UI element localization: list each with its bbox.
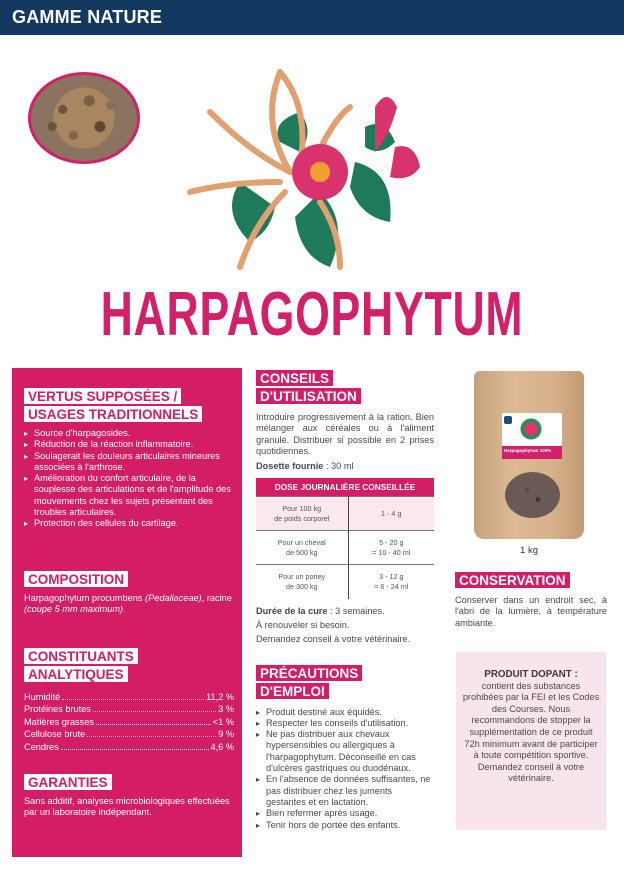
table-row: Pour 100 kg de poids corporel 1 - 4 g bbox=[256, 497, 434, 531]
conservation-text: Conserver dans un endroit sec, à l'abri de la lumière, à température ambiante. bbox=[455, 595, 607, 628]
conseils-text: Introduire progressivement à la ration. Bien mélanger aux céréales ou à l'aliment granulé. Distribuer si possible en 2 prises quotidiennes. bbox=[256, 412, 434, 457]
conservation-section bbox=[455, 572, 607, 629]
list-item: ▸ Tenir hors de portée des enfants. bbox=[256, 820, 434, 831]
header-bar bbox=[0, 0, 624, 35]
list-item: ▸ Ne pas distribuer aux chevaux hypersensibles ou allergiques à l'harpagophytum. Déconseillé en cas d'ulcères gastriques ou duodénaux. bbox=[256, 729, 434, 774]
vertus-section bbox=[24, 388, 234, 530]
dose-table bbox=[256, 478, 434, 599]
list-item: ▸ Soulagerait les douleurs articulaires mineures associées à l'arthrose. bbox=[24, 451, 234, 474]
composition-section bbox=[24, 571, 234, 616]
analytics-row: Protéines brutes 3 % bbox=[24, 704, 234, 715]
doping-warning bbox=[456, 652, 606, 830]
table-row: Pour un poney de 300 kg 3 - 12 g = 6 - 24 ml bbox=[256, 565, 434, 599]
vertus-heading-line2: USAGES TRADITIONNELS bbox=[24, 406, 202, 422]
garanties-text: Sans additif, analyses microbiologiques effectuées par un laboratoire indépendant. bbox=[24, 796, 230, 818]
analytics-row: Cellulose brute 9 % bbox=[24, 729, 234, 740]
analytics-table bbox=[24, 691, 234, 753]
composition-text: Harpagophytum procumbens (Pedaliaceae), racine (coupe 5 mm maximum). bbox=[24, 593, 232, 615]
list-item: ▸ Source d'harpagosides. bbox=[24, 428, 234, 439]
precautions-list bbox=[256, 707, 434, 831]
package-window bbox=[505, 472, 560, 518]
vet-advice: Demandez conseil à votre vétérinaire. bbox=[256, 633, 411, 644]
list-item: ▸ Amélioration du confort articulaire, de la souplesse des articulations et de l'amplitude des mouvements chez les sujets présentant des troubles articulaires. bbox=[24, 473, 234, 518]
brand-logo-icon bbox=[504, 416, 512, 424]
package-label-band: Harpagophytum 100% bbox=[502, 446, 562, 459]
analytics-row: Humidité 11,2 % bbox=[24, 692, 234, 702]
constituants-section bbox=[24, 648, 234, 753]
garanties-section bbox=[24, 774, 234, 819]
table-row: Pour un cheval de 500 kg 5 - 20 g = 10 - 40 ml bbox=[256, 531, 434, 565]
left-info-panel bbox=[12, 368, 242, 857]
garanties-heading: GARANTIES bbox=[24, 774, 112, 790]
conseils-heading-line2: D'UTILISATION bbox=[256, 388, 361, 404]
cure-info bbox=[256, 605, 434, 645]
analytics-row: Cendres 4,6 % bbox=[24, 741, 234, 752]
flower-icon bbox=[520, 418, 542, 440]
composition-heading: COMPOSITION bbox=[24, 571, 128, 587]
cure-duration: Durée de la cure : 3 semaines. bbox=[256, 605, 385, 616]
list-item: ▸ Respecter les conseils d'utilisation. bbox=[256, 718, 434, 729]
list-item: ▸ En l'absence de données suffisantes, ne pas distribuer chez les juments gestantes et en lactation. bbox=[256, 774, 434, 808]
range-title: GAMME NATURE bbox=[12, 7, 163, 27]
vertus-heading-line1: VERTUS SUPPOSÉES / bbox=[24, 388, 181, 404]
vertus-list bbox=[24, 428, 234, 530]
list-item: ▸ Réduction de la réaction inflammatoire. bbox=[24, 439, 234, 450]
list-item: ▸ Protection des cellules du cartilage. bbox=[24, 518, 234, 529]
renew-note: À renouveler si besoin. bbox=[256, 619, 350, 630]
usage-column bbox=[256, 370, 434, 831]
constituants-heading-line1: CONSTITUANTS bbox=[24, 648, 138, 664]
plant-illustration bbox=[170, 52, 450, 282]
doping-text: contient des substances prohibées par la FEI et les Codes des Courses. Nous recommandons de stopper la supplémentation de ce produit 72h minimum avant de participer à toute compétition sportive. Demandez conseil à votre vétérinaire. bbox=[462, 680, 600, 784]
doping-title: PRODUIT DOPANT : bbox=[484, 669, 578, 680]
conseils-heading-line1: CONSEILS bbox=[256, 370, 333, 386]
package-weight: 1 kg bbox=[520, 545, 538, 556]
analytics-row: Matières grasses <1 % bbox=[24, 716, 234, 727]
dosette-info: Dosette fournie : 30 ml bbox=[256, 460, 354, 471]
roots-photo bbox=[28, 72, 140, 164]
constituants-heading-line2: ANALYTIQUES bbox=[24, 666, 128, 682]
list-item: ▸ Produit destiné aux équidés. bbox=[256, 707, 434, 718]
product-title: HARPAGOPHYTUM bbox=[100, 280, 524, 349]
list-item: ▸ Bien refermer après usage. bbox=[256, 808, 434, 819]
precautions-section bbox=[256, 665, 434, 831]
dose-table-header: DOSE JOURNALIÈRE CONSEILLÉE bbox=[256, 478, 434, 497]
conservation-heading: CONSERVATION bbox=[455, 572, 570, 588]
precautions-heading-line1: PRÉCAUTIONS bbox=[256, 665, 362, 681]
precautions-heading-line2: D'EMPLOI bbox=[256, 683, 329, 699]
